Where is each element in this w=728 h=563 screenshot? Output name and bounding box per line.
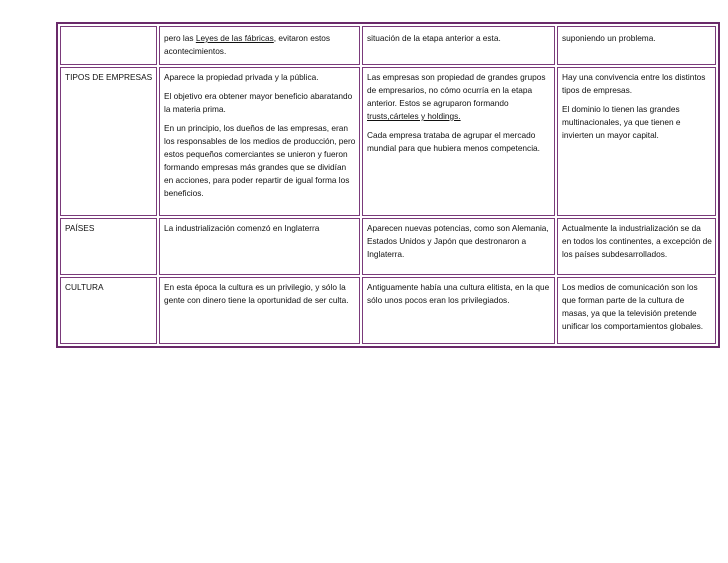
table-row (60, 26, 716, 65)
cell-text: , evitaron estos acontecimientos. (164, 33, 331, 56)
table-cell (159, 26, 360, 65)
cell-text: Las empresas son propiedad de grandes grupos de empresarios, no cómo ocurría en la etapa anterior. Estos se agruparon formando (367, 72, 546, 108)
table-cell: Los medios de comunicación son los que forman parte de la cultura de masas, ya que la televisión pretende unificar los comportamientos globales. (557, 277, 716, 344)
cell-paragraph (367, 71, 551, 123)
table-cell: situación de la etapa anterior a esta. (362, 26, 555, 65)
row-label-cell (60, 26, 157, 65)
cell-paragraph: Hay una convivencia entre los distintos tipos de empresas. (562, 72, 706, 95)
row-label-cell: CULTURA (60, 277, 157, 344)
cell-paragraph: El objetivo era obtener mayor beneficio abaratando la materia prima. (164, 91, 353, 114)
table-cell: En esta época la cultura es un privilegio, y sólo la gente con dinero tiene la oportunidad de ser culta. (159, 277, 360, 344)
table-cell: Antiguamente había una cultura elitista, en la que sólo unos pocos eran los privilegiados. (362, 277, 555, 344)
cell-paragraph: El dominio lo tienen las grandes multinacionales, ya que tienen e invierten un mayor capital. (562, 104, 681, 140)
row-label-cell: PAÍSES (60, 218, 157, 275)
cell-text: pero las (164, 33, 196, 43)
table-row (60, 277, 716, 344)
cell-paragraph: Aparece la propiedad privada y la pública. (164, 72, 319, 82)
table-cell (362, 67, 555, 216)
table-row (60, 67, 716, 216)
table-cell: Aparecen nuevas potencias, como son Alemania, Estados Unidos y Japón que destronaron a Inglaterra. (362, 218, 555, 275)
table-cell: Actualmente la industrialización se da en todos los continentes, a excepción de los países subdesarrollados. (557, 218, 716, 275)
table-cell: La industrialización comenzó en Inglaterra (159, 218, 360, 275)
cell-paragraph: En un principio, los dueños de las empresas, eran los responsables de los medios de producción, pero estos pequeños comerciantes se unieron y fueron formando empresas más grandes que se dividían en acciones, para poder repartir de igual forma los beneficios. (164, 123, 356, 198)
leyes-fabricas-link[interactable]: Leyes de las fábricas (195, 33, 274, 43)
cell-paragraph: Cada empresa trataba de agrupar el mercado mundial para que hubiera menos competencia. (367, 130, 540, 153)
table-cell (159, 67, 360, 216)
table-cell (557, 67, 716, 216)
comparison-table (56, 22, 720, 348)
table-cell: suponiendo un problema. (557, 26, 716, 65)
row-label-cell: TIPOS DE EMPRESAS (60, 67, 157, 216)
trusts-carteles-holdings-link[interactable]: trusts,cárteles y holdings. (367, 111, 461, 121)
table-row (60, 218, 716, 275)
